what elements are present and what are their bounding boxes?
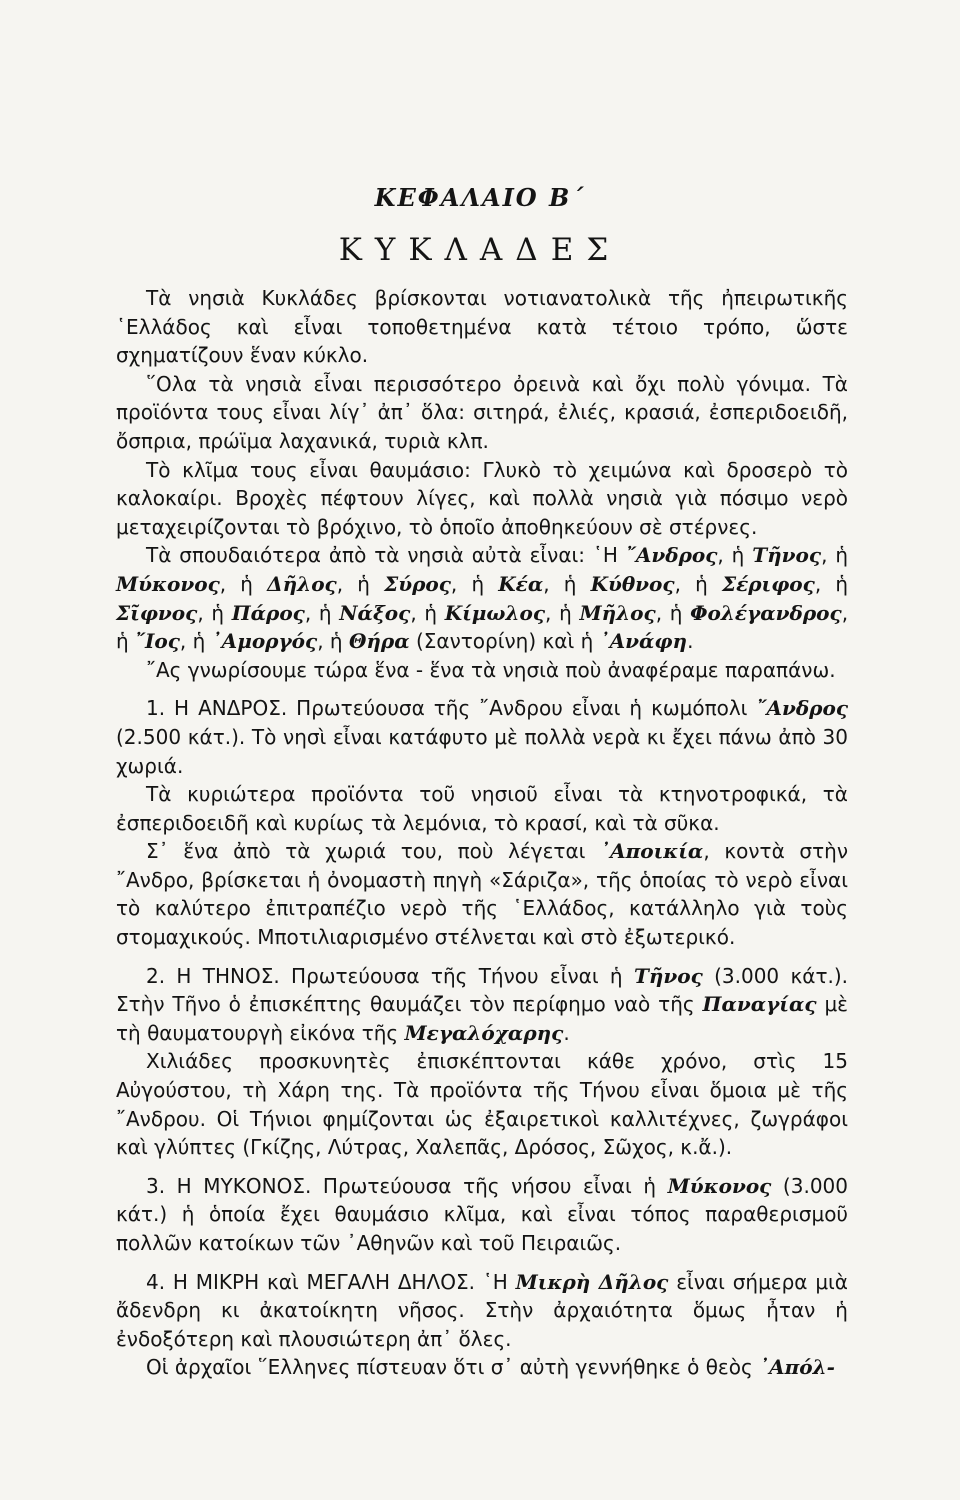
- island-name: Φολέγανδρος: [690, 600, 842, 625]
- mikri-dilos: Μικρὴ Δῆλος: [515, 1269, 669, 1294]
- apoikia-village: ᾿Αποικία: [600, 839, 704, 864]
- andros-spring-c: , κοντὰ στὴν ῎Ανδρο, βρίσκεται ἡ ὀνομαστὴ πηγὴ «Σάριζα», τῆς ὁποίας τὸ νερὸ εἶναι τὸ καλύτερο ἐπιτραπέζιο νερὸ τῆς ῾Ελλάδος, κατάλληλο γιὰ τοὺς στομαχικούς. Μποτιλιαρισμένο στέλνεται καὶ στὸ ἐξωτερικό.: [116, 839, 848, 950]
- andros-heading: 1. Η ΑΝΔΡΟΣ. Πρωτεύουσα τῆς ῎Ανδρου εἶναι ἡ κωμόπολι: [146, 696, 757, 721]
- island-name: Νάξος: [339, 600, 411, 625]
- andros-spring: [116, 837, 848, 951]
- tinos-heading: 2. Η ΤΗΝΟΣ. Πρωτεύουσα τῆς Τήνου εἶναι ἡ: [146, 963, 634, 988]
- mykonos-town: Μύκονος: [667, 1173, 772, 1198]
- island-separator: , ἡ: [545, 600, 580, 625]
- island-separator: , ἡ: [655, 600, 691, 625]
- island-name: ῎Ανδρος: [625, 543, 718, 568]
- section-tinos: [116, 962, 848, 1048]
- island-separator: , ἡ: [450, 571, 499, 596]
- island-name: Δῆλος: [267, 571, 337, 596]
- island-name: Μύκονος: [116, 571, 220, 596]
- paragraph-intro: Τὰ νησιὰ Κυκλάδες βρίσκονται νοτιανατολικὰ τῆς ἠπειρωτικῆς ῾Ελλάδος καὶ εἶναι τοποθετημένα κατὰ τέτοιο τρόπο, ὥστε σχηματίζουν ἕναν κύκλο.: [116, 286, 848, 368]
- island-separator: , ἡ: [717, 543, 753, 568]
- island-separator: , ἡ: [814, 571, 849, 596]
- island-name: Θήρα: [348, 629, 410, 654]
- island-name: Πάρος: [231, 600, 305, 625]
- island-name: Κέα: [498, 571, 544, 596]
- island-name: ᾿Ανάφη: [599, 629, 688, 654]
- island-separator: .: [687, 629, 694, 654]
- mykonos-heading: 3. Η ΜΥΚΟΝΟΣ. Πρωτεύουσα τῆς νήσου εἶναι ἡ: [146, 1173, 668, 1198]
- island-name: ῎Ιος: [135, 629, 180, 654]
- delos-heading: 4. Η ΜΙΚΡΗ καὶ ΜΕΓΑΛΗ ΔΗΛΟΣ. ῾Η: [146, 1269, 516, 1294]
- paragraph-products: ῞Ολα τὰ νησιὰ εἶναι περισσότερο ὀρεινὰ καὶ ὄχι πολὺ γόνιμα. Τὰ προϊόντα τους εἶναι λίγ᾽ ἀπ᾽ ὅλα: σιτηρά, ἐλιές, κρασιά, ἐσπεριδοειδῆ, ὄσπρια, πρώϊμα λαχανικά, τυριὰ κλπ.: [116, 371, 848, 453]
- andros-products: Τὰ κυριώτερα προϊόντα τοῦ νησιοῦ εἶναι τὰ κτηνοτροφικά, τὰ ἐσπεριδοειδῆ καὶ κυρίως τὰ λεμόνια, τὸ κρασί, καὶ τὰ σῦκα.: [116, 782, 848, 835]
- island-name: Κύθνος: [590, 571, 675, 596]
- tinos-town: Τῆνος: [633, 963, 703, 988]
- paragraph-climate: Τὸ κλῖμα τους εἶναι θαυμάσιο: Γλυκὸ τὸ χειμώνα καὶ δροσερὸ τὸ καλοκαίρι. Βροχὲς πέφτουν λίγες, καὶ πολλὰ νησιὰ γιὰ πόσιμο νερὸ μεταχειρίζονται τὸ βρόχινο, τὸ ὁποῖο ἀποθηκεύουν σὲ στέρνες.: [116, 457, 848, 539]
- delos-apollo: [116, 1353, 848, 1382]
- island-name: ᾿Αμοργός: [211, 629, 318, 654]
- island-separator: , ἡ: [219, 571, 268, 596]
- mykonos-text: (3.000 κάτ.) ἡ ὁποία ἔχει θαυμάσιο κλῖμα, καὶ εἶναι τόπος παραθερισμοῦ πολλῶν κατοίκων τῶν ᾿Αθηνῶν καὶ τοῦ Πειραιῶς.: [116, 1173, 848, 1255]
- tinos-text-3: .: [563, 1020, 570, 1045]
- island-name: Κίμωλος: [444, 600, 546, 625]
- tinos-pilgrims: Χιλιάδες προσκυνητὲς ἐπισκέπτονται κάθε χρόνο, στὶς 15 Αὐγούστου, τὴ Χάρη της. Τὰ προϊόντα τῆς Τήνου εἶναι ὅμοια μὲ τῆς ῎Ανδρου. Οἱ Τήνιοι φημίζονται ὡς ἐξαιρετικοὶ καλλιτέχνες, ζωγράφοι καὶ γλύπτες (Γκίζης, Λύτρας, Χαλεπᾶς, Δρόσος, Σῶχος, κ.ἄ.).: [116, 1049, 848, 1160]
- islands-lead: Τὰ σπουδαιότερα ἀπὸ τὰ νησιὰ αὐτὰ εἶναι: ῾Η: [146, 543, 626, 568]
- island-name: Σέριφος: [721, 571, 815, 596]
- island-name: Τῆνος: [752, 543, 822, 568]
- paragraph-islands-list: [116, 541, 848, 655]
- island-separator: , ἡ: [317, 629, 349, 654]
- island-separator: , ἡ: [197, 600, 232, 625]
- andros-town: ῎Ανδρος: [756, 696, 848, 721]
- section-mykonos: [116, 1172, 848, 1258]
- delos-apollo-a: Οἱ ἀρχαῖοι ῞Ελληνες πίστευαν ὅτι σ᾽ αὐτὴ γεννήθηκε ὁ θεὸς: [146, 1355, 760, 1380]
- island-separator: , ἡ: [116, 600, 849, 654]
- tinos-text-1: (3.000 κάτ.). Στὴν Τῆνο ὁ ἐπισκέπτης θαυμάζει τὸν περίφημο ναὸ τῆς: [116, 963, 848, 1017]
- andros-spring-a: Σ᾽ ἕνα ἀπὸ τὰ χωριά του, ποὺ λέγεται: [146, 839, 601, 864]
- panagia-church: Παναγίας: [702, 992, 817, 1017]
- body-text: [116, 284, 848, 1382]
- island-separator: , ἡ: [304, 600, 340, 625]
- island-separator: , ἡ: [410, 600, 445, 625]
- island-separator: , ἡ: [179, 629, 212, 654]
- island-separator: , ἡ: [336, 571, 385, 596]
- chapter-heading: ΚΕΦΑΛΑΙΟ Β΄: [374, 183, 586, 212]
- section-andros: [116, 694, 848, 780]
- section-delos: [116, 1268, 848, 1354]
- island-name: Μῆλος: [579, 600, 656, 625]
- megalocharis-icon-name: Μεγαλόχαρης: [404, 1020, 564, 1045]
- island-separator: , ἡ: [543, 571, 591, 596]
- island-separator: , ἡ: [674, 571, 722, 596]
- island-name: Σύρος: [384, 571, 451, 596]
- andros-text: (2.500 κάτ.). Τὸ νησὶ εἶναι κατάφυτο μὲ πολλὰ νερὰ κι ἔχει πάνω ἀπὸ 30 χωριά.: [116, 724, 848, 778]
- island-name: Σῖφνος: [116, 600, 198, 625]
- delos-text: εἶναι σήμερα μιὰ ἄδενδρη κι ἀκατοίκητη νῆσος. Στὴν ἀρχαιότητα ὅμως ἦταν ἡ ἐνδοξότερη καὶ πλουσιώτερη ἀπ᾽ ὅλες.: [116, 1269, 848, 1351]
- apollo-name: ᾿Απόλ-: [759, 1355, 835, 1380]
- tinos-text-2: μὲ τὴ θαυματουργὴ εἰκόνα τῆς: [116, 992, 848, 1045]
- island-separator: , ἡ: [821, 543, 849, 568]
- island-separator: (Σαντορίνη) καὶ ἡ: [409, 629, 600, 654]
- section-title: ΚΥΚΛΑΔΕΣ: [338, 232, 622, 268]
- paragraph-transition: ῎Ας γνωρίσουμε τώρα ἕνα - ἕνα τὰ νησιὰ ποὺ ἀναφέραμε παραπάνω.: [146, 657, 836, 682]
